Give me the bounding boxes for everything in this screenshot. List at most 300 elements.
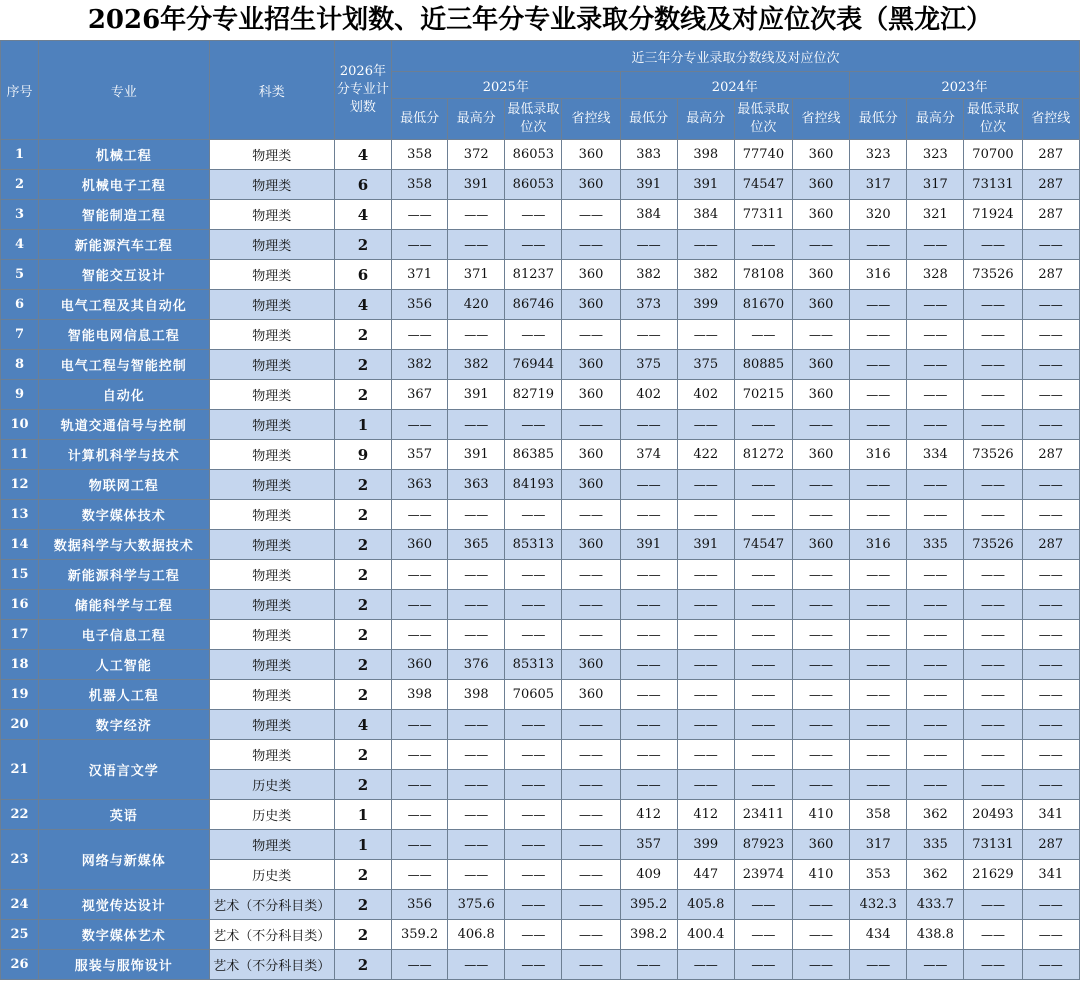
row-value: —— xyxy=(907,320,964,350)
row-value: 383 xyxy=(620,140,677,170)
row-value: —— xyxy=(734,950,792,980)
row-index: 21 xyxy=(1,740,39,800)
row-value: —— xyxy=(734,320,792,350)
row-value: 70700 xyxy=(964,140,1022,170)
row-value: 360 xyxy=(792,350,849,380)
row-value: —— xyxy=(448,950,505,980)
row-value: —— xyxy=(562,230,620,260)
row-subject: 物理类 xyxy=(209,350,334,380)
row-value: 358 xyxy=(850,800,907,830)
row-value: 391 xyxy=(448,380,505,410)
row-value: 81237 xyxy=(505,260,562,290)
row-value: —— xyxy=(562,920,620,950)
row-value: —— xyxy=(850,320,907,350)
row-value: —— xyxy=(1022,230,1079,260)
row-value: —— xyxy=(850,770,907,800)
row-value: —— xyxy=(392,200,448,230)
row-subject: 艺术（不分科目类） xyxy=(209,890,334,920)
table-row xyxy=(1,710,1080,740)
row-value: 373 xyxy=(620,290,677,320)
row-major: 数据科学与大数据技术 xyxy=(39,530,209,560)
row-value: —— xyxy=(562,320,620,350)
row-value: 287 xyxy=(1022,200,1079,230)
header-index: 序号 xyxy=(1,41,39,140)
row-plan: 2 xyxy=(334,470,391,500)
row-value: 360 xyxy=(392,650,448,680)
row-value: —— xyxy=(1022,770,1079,800)
row-index: 23 xyxy=(1,830,39,890)
row-value: —— xyxy=(392,830,448,860)
row-value: 384 xyxy=(620,200,677,230)
row-value: 391 xyxy=(620,170,677,200)
row-plan: 2 xyxy=(334,770,391,800)
row-value: —— xyxy=(448,620,505,650)
row-plan: 6 xyxy=(334,170,391,200)
row-subject: 物理类 xyxy=(209,530,334,560)
row-index: 15 xyxy=(1,560,39,590)
row-major: 机械工程 xyxy=(39,140,209,170)
row-value: —— xyxy=(907,500,964,530)
row-subject: 物理类 xyxy=(209,470,334,500)
row-value: —— xyxy=(734,770,792,800)
row-value: —— xyxy=(964,230,1022,260)
row-index: 8 xyxy=(1,350,39,380)
row-value: —— xyxy=(677,770,734,800)
row-value: —— xyxy=(448,200,505,230)
table-row xyxy=(1,680,1080,710)
row-major: 机器人工程 xyxy=(39,680,209,710)
row-value: 85313 xyxy=(505,650,562,680)
row-value: 399 xyxy=(677,290,734,320)
table-header xyxy=(1,41,1080,140)
row-subject: 物理类 xyxy=(209,740,334,770)
row-value: 77311 xyxy=(734,200,792,230)
row-value: —— xyxy=(620,470,677,500)
row-value: 317 xyxy=(850,170,907,200)
row-index: 12 xyxy=(1,470,39,500)
row-value: —— xyxy=(792,560,849,590)
row-subject: 物理类 xyxy=(209,170,334,200)
row-value: 360 xyxy=(562,260,620,290)
row-value: —— xyxy=(562,590,620,620)
row-value: 323 xyxy=(850,140,907,170)
row-value: —— xyxy=(505,860,562,890)
row-major: 视觉传达设计 xyxy=(39,890,209,920)
row-value: —— xyxy=(448,830,505,860)
row-value: 81670 xyxy=(734,290,792,320)
row-value: 320 xyxy=(850,200,907,230)
row-subject: 历史类 xyxy=(209,860,334,890)
row-major: 电气工程及其自动化 xyxy=(39,290,209,320)
row-value: 360 xyxy=(562,440,620,470)
row-value: —— xyxy=(1022,650,1079,680)
row-value: 287 xyxy=(1022,140,1079,170)
row-major: 电子信息工程 xyxy=(39,620,209,650)
row-subject: 物理类 xyxy=(209,260,334,290)
row-value: —— xyxy=(392,770,448,800)
header-major: 专业 xyxy=(39,41,209,140)
row-value: 328 xyxy=(907,260,964,290)
row-major: 机械电子工程 xyxy=(39,170,209,200)
row-value: —— xyxy=(562,830,620,860)
row-value: 384 xyxy=(677,200,734,230)
row-value: —— xyxy=(562,620,620,650)
row-value: —— xyxy=(907,380,964,410)
row-plan: 2 xyxy=(334,530,391,560)
row-value: —— xyxy=(907,230,964,260)
header-col: 最高分 xyxy=(907,99,964,140)
row-value: —— xyxy=(734,740,792,770)
row-value: 399 xyxy=(677,830,734,860)
row-plan: 2 xyxy=(334,500,391,530)
row-subject: 物理类 xyxy=(209,710,334,740)
row-value: —— xyxy=(1022,470,1079,500)
row-value: 371 xyxy=(448,260,505,290)
row-index: 19 xyxy=(1,680,39,710)
row-value: —— xyxy=(392,410,448,440)
row-value: —— xyxy=(964,650,1022,680)
row-subject: 物理类 xyxy=(209,560,334,590)
row-value: —— xyxy=(677,560,734,590)
row-value: —— xyxy=(792,710,849,740)
row-value: —— xyxy=(620,680,677,710)
row-value: —— xyxy=(562,740,620,770)
row-value: 76944 xyxy=(505,350,562,380)
row-index: 13 xyxy=(1,500,39,530)
header-col: 最低分 xyxy=(392,99,448,140)
row-value: 357 xyxy=(620,830,677,860)
row-index: 17 xyxy=(1,620,39,650)
row-value: 398 xyxy=(677,140,734,170)
header-col: 最高分 xyxy=(677,99,734,140)
row-value: 360 xyxy=(792,170,849,200)
row-major: 服装与服饰设计 xyxy=(39,950,209,980)
row-value: 391 xyxy=(620,530,677,560)
row-value: —— xyxy=(448,560,505,590)
row-value: —— xyxy=(907,680,964,710)
row-value: 382 xyxy=(677,260,734,290)
row-value: 433.7 xyxy=(907,890,964,920)
row-major: 智能制造工程 xyxy=(39,200,209,230)
row-value: —— xyxy=(392,740,448,770)
row-value: —— xyxy=(792,230,849,260)
row-value: —— xyxy=(734,410,792,440)
row-major: 智能交互设计 xyxy=(39,260,209,290)
row-value: —— xyxy=(734,680,792,710)
row-plan: 4 xyxy=(334,290,391,320)
row-value: —— xyxy=(964,500,1022,530)
table-row xyxy=(1,620,1080,650)
row-plan: 2 xyxy=(334,320,391,350)
row-major: 人工智能 xyxy=(39,650,209,680)
row-index: 5 xyxy=(1,260,39,290)
header-col: 最低录取位次 xyxy=(505,99,562,140)
row-value: —— xyxy=(1022,320,1079,350)
row-value: —— xyxy=(1022,380,1079,410)
row-index: 18 xyxy=(1,650,39,680)
row-value: —— xyxy=(505,560,562,590)
row-value: —— xyxy=(1022,410,1079,440)
row-value: —— xyxy=(850,650,907,680)
row-value: —— xyxy=(677,680,734,710)
row-value: —— xyxy=(562,200,620,230)
row-plan: 1 xyxy=(334,800,391,830)
row-plan: 4 xyxy=(334,140,391,170)
row-value: —— xyxy=(907,770,964,800)
row-value: 360 xyxy=(792,140,849,170)
row-value: 375 xyxy=(677,350,734,380)
row-value: 402 xyxy=(677,380,734,410)
row-value: —— xyxy=(1022,290,1079,320)
row-value: —— xyxy=(734,230,792,260)
row-index: 9 xyxy=(1,380,39,410)
row-subject: 物理类 xyxy=(209,290,334,320)
row-value: 447 xyxy=(677,860,734,890)
table-row xyxy=(1,530,1080,560)
row-value: —— xyxy=(907,350,964,380)
row-index: 26 xyxy=(1,950,39,980)
row-value: 360 xyxy=(792,260,849,290)
header-plan: 2026年分专业计划数 xyxy=(334,41,391,140)
row-value: —— xyxy=(1022,890,1079,920)
table-row xyxy=(1,950,1080,980)
table-row xyxy=(1,200,1080,230)
row-subject: 物理类 xyxy=(209,380,334,410)
row-value: —— xyxy=(850,560,907,590)
row-value: —— xyxy=(1022,500,1079,530)
row-subject: 物理类 xyxy=(209,830,334,860)
row-value: —— xyxy=(448,740,505,770)
row-value: —— xyxy=(792,470,849,500)
row-value: 316 xyxy=(850,440,907,470)
row-value: —— xyxy=(1022,590,1079,620)
row-value: —— xyxy=(850,230,907,260)
row-value: —— xyxy=(964,290,1022,320)
row-value: —— xyxy=(505,710,562,740)
row-value: —— xyxy=(620,740,677,770)
row-value: —— xyxy=(677,590,734,620)
table-row xyxy=(1,890,1080,920)
row-value: —— xyxy=(620,950,677,980)
row-value: —— xyxy=(850,500,907,530)
row-value: 73526 xyxy=(964,530,1022,560)
row-value: —— xyxy=(677,410,734,440)
row-value: 367 xyxy=(392,380,448,410)
row-value: 360 xyxy=(792,530,849,560)
row-value: —— xyxy=(620,620,677,650)
page-title: 2026年分专业招生计划数、近三年分专业录取分数线及对应位次表（黑龙江） xyxy=(87,5,993,35)
row-value: 360 xyxy=(392,530,448,560)
row-plan: 2 xyxy=(334,350,391,380)
row-value: 360 xyxy=(562,140,620,170)
row-value: —— xyxy=(792,590,849,620)
row-subject: 物理类 xyxy=(209,200,334,230)
row-value: —— xyxy=(1022,710,1079,740)
row-major: 物联网工程 xyxy=(39,470,209,500)
row-value: —— xyxy=(448,800,505,830)
row-value: —— xyxy=(620,770,677,800)
row-value: —— xyxy=(392,500,448,530)
row-value: 353 xyxy=(850,860,907,890)
table-row xyxy=(1,470,1080,500)
row-value: 86746 xyxy=(505,290,562,320)
row-value: —— xyxy=(677,470,734,500)
row-value: 73526 xyxy=(964,260,1022,290)
row-value: 400.4 xyxy=(677,920,734,950)
row-value: 412 xyxy=(677,800,734,830)
row-value: —— xyxy=(850,680,907,710)
row-subject: 艺术（不分科目类） xyxy=(209,950,334,980)
row-value: 405.8 xyxy=(677,890,734,920)
row-value: 398 xyxy=(392,680,448,710)
row-plan: 4 xyxy=(334,200,391,230)
row-value: —— xyxy=(964,920,1022,950)
table-row xyxy=(1,170,1080,200)
row-value: —— xyxy=(562,770,620,800)
row-value: 287 xyxy=(1022,830,1079,860)
row-value: 391 xyxy=(677,170,734,200)
table-row xyxy=(1,560,1080,590)
row-value: 360 xyxy=(792,290,849,320)
row-value: 74547 xyxy=(734,170,792,200)
row-value: —— xyxy=(392,320,448,350)
header-col: 最低分 xyxy=(850,99,907,140)
row-value: —— xyxy=(1022,950,1079,980)
row-value: 70605 xyxy=(505,680,562,710)
row-value: 406.8 xyxy=(448,920,505,950)
row-index: 24 xyxy=(1,890,39,920)
row-value: 360 xyxy=(562,170,620,200)
header-subject: 科类 xyxy=(209,41,334,140)
row-value: —— xyxy=(850,350,907,380)
row-value: —— xyxy=(850,290,907,320)
row-value: 287 xyxy=(1022,440,1079,470)
row-value: —— xyxy=(964,350,1022,380)
row-value: —— xyxy=(734,890,792,920)
row-subject: 物理类 xyxy=(209,680,334,710)
table-row xyxy=(1,260,1080,290)
row-value: —— xyxy=(505,800,562,830)
row-value: 23411 xyxy=(734,800,792,830)
row-value: —— xyxy=(792,740,849,770)
row-value: 77740 xyxy=(734,140,792,170)
row-value: 360 xyxy=(562,680,620,710)
row-value: 70215 xyxy=(734,380,792,410)
row-value: 80885 xyxy=(734,350,792,380)
row-value: 81272 xyxy=(734,440,792,470)
row-value: —— xyxy=(907,410,964,440)
row-value: 84193 xyxy=(505,470,562,500)
row-value: 87923 xyxy=(734,830,792,860)
table-row xyxy=(1,230,1080,260)
row-value: —— xyxy=(448,590,505,620)
row-value: 360 xyxy=(562,290,620,320)
row-value: —— xyxy=(792,770,849,800)
row-subject: 历史类 xyxy=(209,770,334,800)
row-value: 78108 xyxy=(734,260,792,290)
row-value: —— xyxy=(392,560,448,590)
row-major: 智能电网信息工程 xyxy=(39,320,209,350)
row-value: —— xyxy=(964,470,1022,500)
row-value: —— xyxy=(792,890,849,920)
row-value: —— xyxy=(734,500,792,530)
row-value: —— xyxy=(620,230,677,260)
row-value: —— xyxy=(677,230,734,260)
row-major: 计算机科学与技术 xyxy=(39,440,209,470)
row-value: 287 xyxy=(1022,260,1079,290)
row-plan: 2 xyxy=(334,680,391,710)
row-value: —— xyxy=(734,920,792,950)
table-row xyxy=(1,920,1080,950)
row-plan: 2 xyxy=(334,620,391,650)
row-value: —— xyxy=(620,590,677,620)
row-value: 74547 xyxy=(734,530,792,560)
row-value: —— xyxy=(677,650,734,680)
row-value: —— xyxy=(907,620,964,650)
row-plan: 2 xyxy=(334,650,391,680)
row-index: 11 xyxy=(1,440,39,470)
row-value: —— xyxy=(677,500,734,530)
table-row xyxy=(1,590,1080,620)
row-value: —— xyxy=(677,710,734,740)
row-value: 86053 xyxy=(505,140,562,170)
row-value: 360 xyxy=(792,440,849,470)
row-index: 16 xyxy=(1,590,39,620)
row-value: —— xyxy=(620,650,677,680)
row-value: 420 xyxy=(448,290,505,320)
row-value: —— xyxy=(677,320,734,350)
row-value: —— xyxy=(562,890,620,920)
row-value: 375.6 xyxy=(448,890,505,920)
header-col: 最低录取位次 xyxy=(964,99,1022,140)
row-value: —— xyxy=(907,470,964,500)
row-value: 335 xyxy=(907,530,964,560)
row-plan: 9 xyxy=(334,440,391,470)
row-value: —— xyxy=(392,620,448,650)
row-value: —— xyxy=(792,920,849,950)
row-plan: 2 xyxy=(334,860,391,890)
row-value: —— xyxy=(964,770,1022,800)
row-value: 73131 xyxy=(964,830,1022,860)
row-value: 363 xyxy=(392,470,448,500)
table-row xyxy=(1,350,1080,380)
row-value: —— xyxy=(907,560,964,590)
row-value: —— xyxy=(505,890,562,920)
row-major: 数字媒体艺术 xyxy=(39,920,209,950)
row-value: —— xyxy=(850,620,907,650)
row-value: —— xyxy=(907,650,964,680)
row-value: 82719 xyxy=(505,380,562,410)
table-row xyxy=(1,380,1080,410)
row-value: —— xyxy=(448,500,505,530)
row-value: 438.8 xyxy=(907,920,964,950)
row-value: 360 xyxy=(792,830,849,860)
row-value: 363 xyxy=(448,470,505,500)
row-value: —— xyxy=(505,920,562,950)
row-value: —— xyxy=(448,770,505,800)
row-value: 287 xyxy=(1022,530,1079,560)
row-index: 3 xyxy=(1,200,39,230)
row-value: —— xyxy=(850,710,907,740)
row-value: —— xyxy=(964,740,1022,770)
table-row xyxy=(1,500,1080,530)
table-body xyxy=(1,140,1080,980)
row-value: —— xyxy=(562,800,620,830)
row-value: —— xyxy=(505,950,562,980)
row-value: 316 xyxy=(850,530,907,560)
row-value: 287 xyxy=(1022,170,1079,200)
row-value: —— xyxy=(392,860,448,890)
